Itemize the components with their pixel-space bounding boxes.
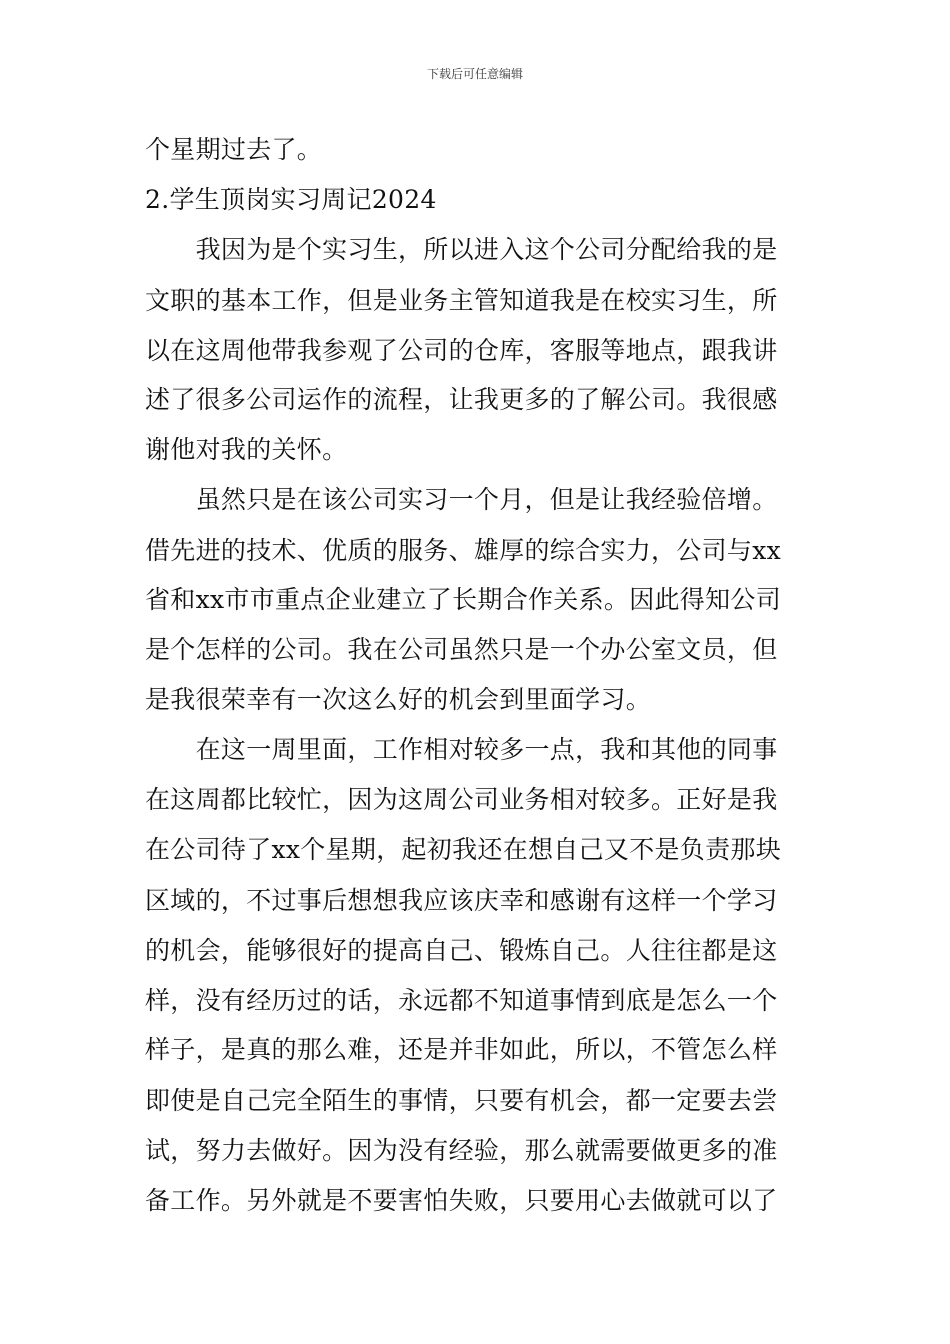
text-line: 述了很多公司运作的流程，让我更多的了解公司。我很感 (145, 385, 778, 414)
text-line: 虽然只是在该公司实习一个月，但是让我经验倍增。 (145, 485, 778, 514)
section-heading: 2.学生顶岗实习周记2024 (145, 185, 437, 214)
text-line: 在公司待了xx个星期，起初我还在想自己又不是负责那块 (145, 835, 782, 864)
text-line: 试，努力去做好。因为没有经验，那么就需要做更多的准 (145, 1136, 778, 1165)
text-line: 在这周都比较忙，因为这周公司业务相对较多。正好是我 (145, 785, 778, 814)
text-line: 样子，是真的那么难，还是并非如此，所以，不管怎么样 (145, 1035, 778, 1064)
page-header-note: 下载后可任意编辑 (426, 67, 523, 81)
text-line: 是我很荣幸有一次这么好的机会到里面学习。 (145, 685, 652, 714)
text-line: 借先进的技术、优质的服务、雄厚的综合实力，公司与xx (145, 536, 782, 565)
text-line: 文职的基本工作，但是业务主管知道我是在校实习生，所 (145, 286, 778, 315)
text-line: 谢他对我的关怀。 (145, 435, 348, 464)
text-line: 我因为是个实习生，所以进入这个公司分配给我的是 (145, 235, 778, 264)
text-line: 个星期过去了。 (145, 135, 323, 164)
text-line: 样，没有经历过的话，永远都不知道事情到底是怎么一个 (145, 986, 778, 1015)
text-line: 在这一周里面，工作相对较多一点，我和其他的同事 (145, 735, 778, 764)
text-line: 以在这周他带我参观了公司的仓库，客服等地点，跟我讲 (145, 336, 778, 365)
text-line: 区域的，不过事后想想我应该庆幸和感谢有这样一个学习 (145, 886, 778, 915)
text-line: 即使是自己完全陌生的事情，只要有机会，都一定要去尝 (145, 1086, 778, 1115)
text-line: 是个怎样的公司。我在公司虽然只是一个办公室文员，但 (145, 635, 778, 664)
text-line: 备工作。另外就是不要害怕失败，只要用心去做就可以了 (145, 1186, 778, 1215)
text-line: 的机会，能够很好的提高自己、锻炼自己。人往往都是这 (145, 936, 778, 965)
text-line: 省和xx市市重点企业建立了长期合作关系。因此得知公司 (145, 585, 782, 614)
